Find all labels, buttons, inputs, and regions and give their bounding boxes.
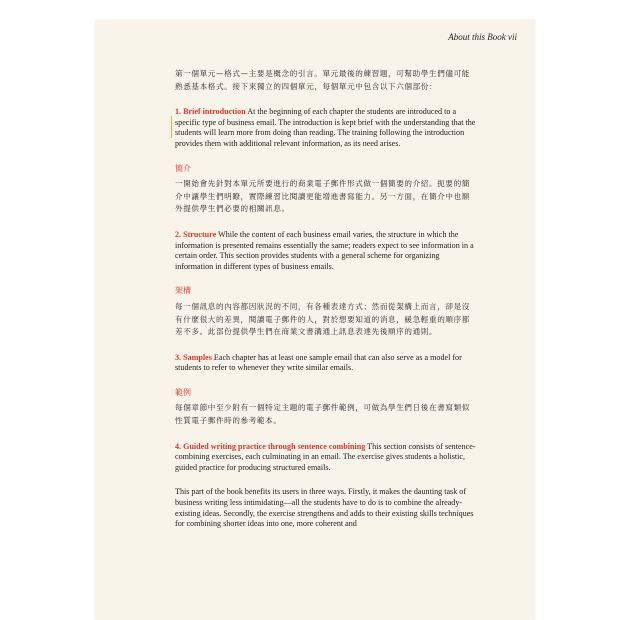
section-1-title: 1. Brief introduction bbox=[175, 107, 246, 117]
section-1-chinese-body: 一開始會先針對本單元所要進行的商業電子郵件形式做一個簡要的介紹。扼要的簡介中讓學生們明瞭，實際練習比閱讀更能增進書寫能力。另一方面，在簡介中也額外提供學生們必要的相關訊息。 bbox=[175, 179, 470, 214]
section-3-body: Each chapter has at least one sample email that can also serve as a model for students to refer to whenever they write similar emails. bbox=[175, 352, 462, 373]
section-4-body: This section consists of sentence-combining exercises, each culminating in an email. The exercise gives students a holistic, guided practice for producing structured emails. bbox=[175, 441, 476, 472]
section-3-title: 3. Samples bbox=[175, 352, 212, 362]
section-2-title: 2. Structure bbox=[175, 229, 217, 239]
section-4-title: 4. Guided writing practice through sentence combining bbox=[175, 441, 366, 451]
section-4-paragraph bbox=[175, 442, 477, 474]
section-2-paragraph bbox=[175, 230, 477, 272]
section-1-paragraph bbox=[175, 107, 477, 149]
section-3-paragraph bbox=[175, 353, 477, 374]
section-2-body: While the content of each business email varies, the structure in which the information is presented remains essentially the same; readers expect to see information in a certain order. This section provides students with a general scheme for organizing information in different types of business emails. bbox=[175, 229, 474, 271]
book-page bbox=[95, 20, 535, 620]
section-2-chinese-heading: 架構 bbox=[175, 286, 191, 296]
intro-chinese-paragraph: 第一個單元—格式—主要是概念的引言。單元最後的練習題，可幫助學生們儘可能熟悉基本格式。接下來獨立的四個單元，每個單元中包含以下六個部份： bbox=[175, 69, 470, 91]
running-head: About this Book vii bbox=[448, 32, 517, 42]
main-text-column bbox=[175, 68, 477, 544]
section-3-chinese-body: 每個章節中至少附有一個特定主題的電子郵件範例，可做為學生們日後在書寫類似性質電子郵件時的參考範本。 bbox=[175, 403, 470, 426]
margin-highlight-mark bbox=[171, 116, 172, 138]
section-2-chinese-body: 每一個訊息的內容都因狀況的不同，有各種表達方式；然而從架構上而言，卻是沒有什麼很大的差異，閱讀電子郵件的人，對於想要知道的消息，緩急輕重的順序都差不多。此部份提供學生們在商業文書溝通上訊息表達先後順序的通則。 bbox=[175, 301, 470, 337]
section-3-chinese-heading: 範例 bbox=[175, 387, 191, 397]
section-1-chinese-heading: 簡介 bbox=[175, 163, 191, 173]
section-1-body: At the beginning of each chapter the students are introduced to a specific type of business email. The introduction is kept brief with the understanding that the students will learn more from doing than reading. The training following the introduction provides them with additional relevant information, as its need arises. bbox=[175, 107, 476, 148]
closing-paragraph: This part of the book benefits its users in three ways. Firstly, it makes the daunting task of business writing less intimidating—all the students have to do is to combine the already-existing ideas. Secondly, the exercise strengthens and adds to their existing skills techniques for combining shorter ideas into one, more coherent and bbox=[175, 487, 474, 529]
